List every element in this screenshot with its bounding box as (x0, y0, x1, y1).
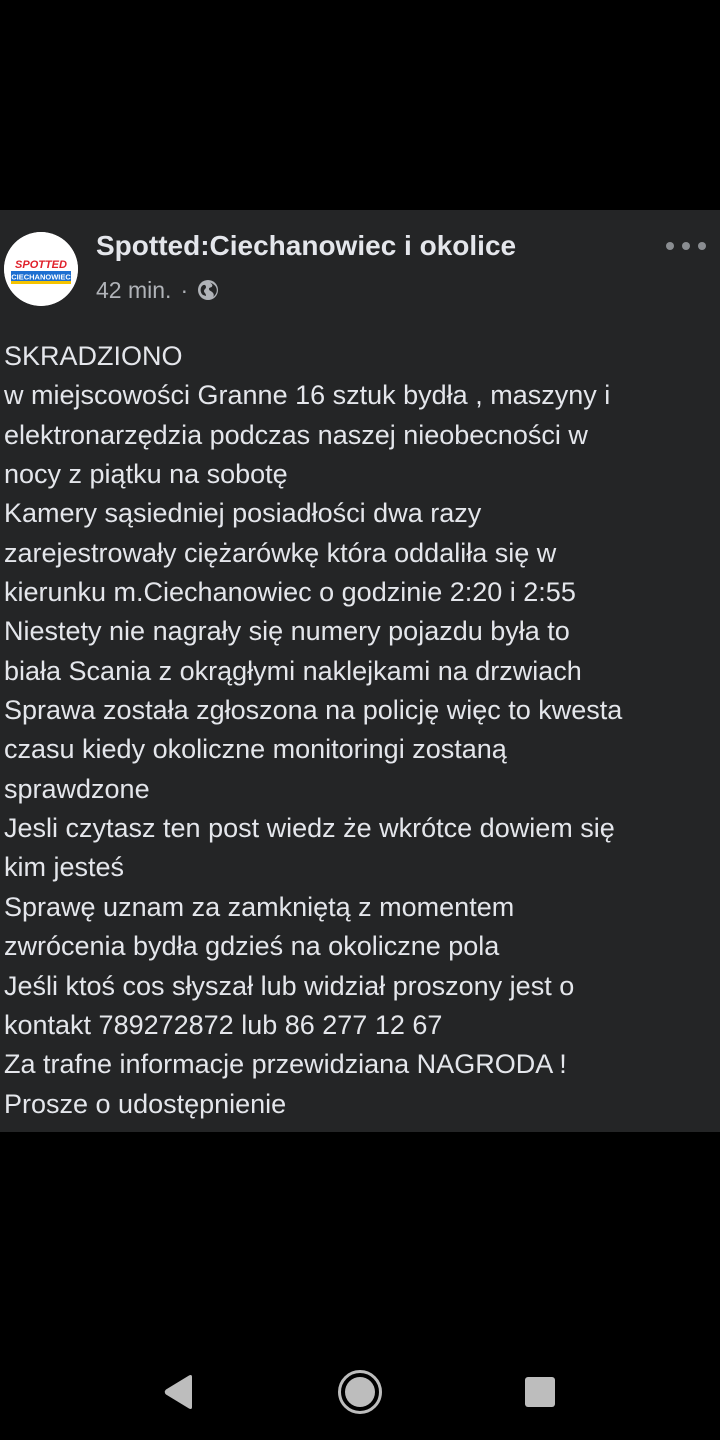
post-text-line: Niestety nie nagrały się numery pojazdu była to (4, 616, 570, 647)
post-card (0, 210, 720, 1132)
post-text-line: czasu kiedy okoliczne monitoringi zostaną (4, 734, 507, 765)
system-navigation-bar (0, 1343, 720, 1440)
post-text-line: kierunku m.Ciechanowiec o godzinie 2:20 i 2:55 (4, 577, 576, 608)
meta-separator: · (180, 276, 189, 303)
page-name-link[interactable]: Spotted:Ciechanowiec i okolice (96, 230, 517, 261)
post-timestamp[interactable]: 42 min. (96, 276, 172, 303)
svg-text:CIECHANOWIEC: CIECHANOWIEC (11, 272, 71, 282)
more-options-icon[interactable] (666, 234, 706, 258)
post-text-line: elektronarzędzia podczas naszej nieobecności w (4, 419, 588, 450)
post-text-line: SKRADZIONO (4, 341, 183, 371)
svg-text:SPOTTED: SPOTTED (15, 259, 67, 271)
recents-square-icon[interactable] (525, 1377, 555, 1407)
post-text-line: zwrócenia bydła gdzieś na okoliczne pola (4, 931, 500, 962)
page-avatar[interactable] (4, 232, 78, 306)
post-text-line: Sprawa została zgłoszona na policję więc to kwesta (4, 695, 623, 726)
post-text-line: Sprawę uznam za zamkniętą z momentem (4, 891, 515, 922)
post-body (4, 337, 720, 1124)
post-text-line: zarejestrowały ciężarówkę która oddaliła się w (4, 537, 557, 568)
post-text-line: kontakt 789272872 lub 86 277 12 67 (4, 1009, 443, 1040)
home-circle-icon[interactable] (337, 1369, 383, 1415)
post-text-line: nocy z piątku na sobotę (4, 459, 288, 490)
post-text-line: kim jesteś (4, 852, 125, 883)
spotted-logo-icon (4, 232, 78, 306)
post-text-line: biała Scania z okrągłymi naklejkami na drzwiach (4, 655, 582, 686)
post-text-line: Za trafne informacje przewidziana NAGRODA ! (4, 1049, 567, 1080)
back-triangle-icon[interactable] (160, 1373, 196, 1411)
post-text-line: sprawdzone (4, 773, 150, 804)
globe-icon (196, 278, 220, 302)
post-text-line: Prosze o udostępnienie (4, 1088, 287, 1119)
post-text-line: w miejscowości Granne 16 sztuk bydła , maszyny i (4, 380, 611, 411)
post-meta (96, 274, 220, 306)
post-text-line: Jeśli ktoś cos słyszał lub widział proszony jest o (4, 970, 575, 1001)
post-text-line: Jesli czytasz ten post wiedz że wkrótce dowiem się (4, 813, 615, 844)
post-text-line: Kamery sąsiedniej posiadłości dwa razy (4, 498, 482, 529)
